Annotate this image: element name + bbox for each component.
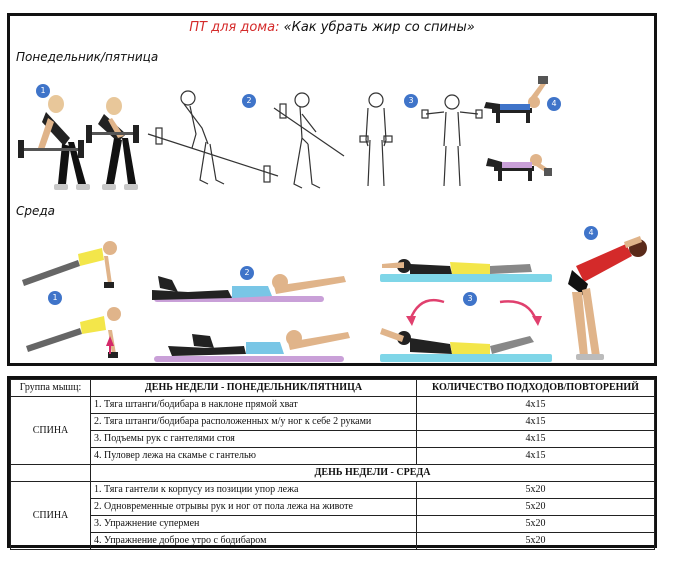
- step-badge-wed-1: 1: [48, 291, 62, 305]
- workout-table: [10, 379, 655, 550]
- header-sets-reps: КОЛИЧЕСТВО ПОДХОДОВ/ПОВТОРЕНИЙ: [417, 380, 655, 397]
- step-badge-wed-4: 4: [584, 226, 598, 240]
- exercise-cell: 2. Тяга штанги/бодибара расположенных м/у ног к себе 2 руками: [91, 414, 417, 431]
- header-muscle-group: Группа мышц:: [11, 380, 91, 397]
- step-badge-mon-4: 4: [547, 97, 561, 111]
- table-row: [11, 482, 655, 499]
- exercise-figure-barbell-row: [18, 88, 138, 198]
- table-row: [11, 516, 655, 533]
- table-row: [11, 431, 655, 448]
- step-badge-mon-2: 2: [242, 94, 256, 108]
- header-day-mon-fri: ДЕНЬ НЕДЕЛИ - ПОНЕДЕЛЬНИК/ПЯТНИЦА: [91, 380, 417, 397]
- exercise-sketch-dumbbell-stand: [356, 90, 396, 194]
- reps-cell: 5x20: [417, 482, 655, 499]
- table-row: [11, 533, 655, 550]
- exercise-cell: 1. Тяга гантели к корпусу из позиции упор лежа: [91, 482, 417, 499]
- title-main: «Как убрать жир со спины»: [279, 20, 475, 35]
- reps-cell: 4x15: [417, 414, 655, 431]
- page-title: [10, 20, 654, 35]
- muscle-group-cell: СПИНА: [11, 482, 91, 550]
- exercise-cell: 2. Одновременные отрывы рук и ног от пола лежа на животе: [91, 499, 417, 516]
- exercise-sketch-row-between-legs: [272, 88, 352, 196]
- exercise-figure-good-morning: [566, 226, 656, 366]
- day-label-wed: Среда: [16, 204, 56, 218]
- table-row: [11, 499, 655, 516]
- step-badge-wed-3: 3: [463, 292, 477, 306]
- muscle-group-cell: СПИНА: [11, 397, 91, 465]
- table-row: [11, 397, 655, 414]
- reps-cell: 5x20: [417, 516, 655, 533]
- exercise-figure-superman: [380, 246, 555, 366]
- exercise-cell: 3. Подъемы рук с гантелями стоя: [91, 431, 417, 448]
- section-header-wed: ДЕНЬ НЕДЕЛИ - СРЕДА: [91, 465, 655, 482]
- exercise-illustration-panel: [7, 13, 657, 366]
- exercise-figure-pullover: [482, 74, 552, 184]
- step-badge-mon-3: 3: [404, 94, 418, 108]
- exercise-cell: 1. Тяга штанги/бодибара в наклоне прямой хват: [91, 397, 417, 414]
- exercise-cell: 4. Упражнение доброе утро с бодибаром: [91, 533, 417, 550]
- table-row: [11, 448, 655, 465]
- exercise-figure-lying-lifts: [148, 256, 353, 366]
- exercise-sketch-barbell-row: [148, 84, 278, 194]
- step-badge-wed-2: 2: [240, 266, 254, 280]
- exercise-cell: 4. Пуловер лежа на скамье с гантелью: [91, 448, 417, 465]
- reps-cell: 4x15: [417, 397, 655, 414]
- exercise-figure-plank-row: [18, 234, 138, 362]
- exercise-cell: 3. Упражнение супермен: [91, 516, 417, 533]
- reps-cell: 5x20: [417, 499, 655, 516]
- reps-cell: 4x15: [417, 431, 655, 448]
- exercise-sketch-dumbbell-raise: [422, 90, 482, 194]
- table-row: [11, 414, 655, 431]
- reps-cell: 5x20: [417, 533, 655, 550]
- section-header-row: [11, 465, 655, 482]
- title-prefix: ПТ для дома:: [189, 20, 280, 35]
- reps-cell: 4x15: [417, 448, 655, 465]
- table-header-row: [11, 380, 655, 397]
- section-spacer-cell: [11, 465, 91, 482]
- step-badge-mon-1: 1: [36, 84, 50, 98]
- day-label-mon-fri: Понедельник/пятница: [16, 50, 159, 64]
- workout-table-container: [7, 376, 657, 548]
